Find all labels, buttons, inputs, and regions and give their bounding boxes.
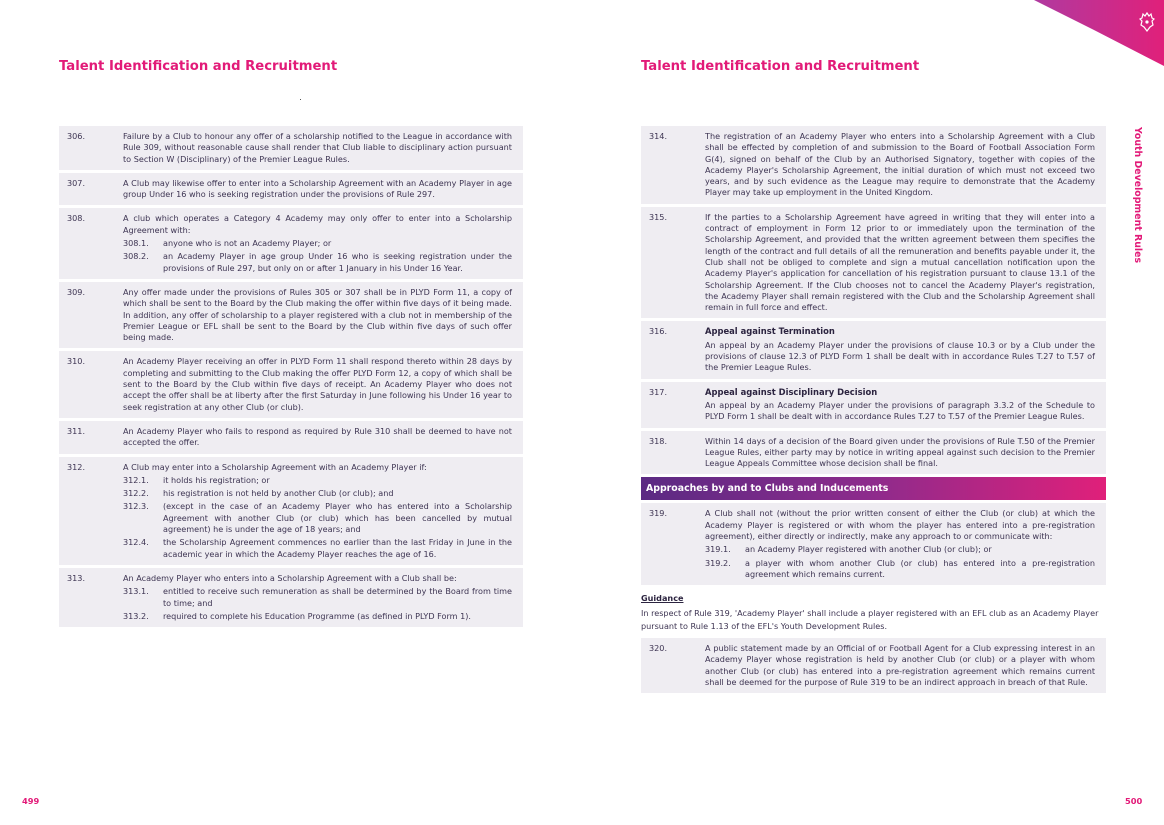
- rule-heading: Appeal against Disciplinary Decision: [705, 386, 878, 397]
- page-number-left: 499: [22, 796, 40, 806]
- rule-text: Failure by a Club to honour any offer of a scholarship notified to the League in accordance with Rule 309, without reasonable cause shall render that Club liable to disciplinary action pursuant to Section W (Disciplinary) of the Premier League Rules.: [123, 131, 512, 164]
- subrule-text: (except in the case of an Academy Player who has entered into a Scholarship Agreement with another Club (or club) which has been cancelled by mutual agreement) he is under the age of 18 years; and: [163, 501, 512, 535]
- rule-content: [123, 462, 512, 560]
- rule-text: A Club may likewise offer to enter into a Scholarship Agreement with an Academy Player in age group Under 16 who is seeking registration under the provisions of Rule 297.: [123, 177, 512, 200]
- subrule-312-1: [123, 475, 512, 486]
- rule-number: 312.: [67, 461, 86, 472]
- rule-number: 316.: [649, 326, 668, 337]
- rule-text: An Academy Player receiving an offer in PLYD Form 11 shall respond thereto within 28 days by completing and submitting to the Club making the offer PLYD Form 12, a copy of which shall be sent to the Board by the Club within five days of receipt. An Academy Player who does not accept the offer shall be at liberty after the first Saturday in June following his Under 16 year to seek registration at any other Club (or club).: [123, 356, 512, 412]
- rule-number: 308.: [67, 213, 86, 224]
- rule-number: 319.: [649, 508, 668, 519]
- corner-brand-ribbon: [1014, 0, 1164, 66]
- rule-text: Within 14 days of a decision of the Board given under the provisions of Rule T.50 of the Premier League Rules, either party may by notice in writing appeal against such decision to the Premier League Appeals Committee whose decision shall be final.: [705, 435, 1095, 469]
- rule-text: An Academy Player who enters into a Scholarship Agreement with a Club shall be:: [123, 572, 457, 583]
- rule-content: [123, 573, 512, 622]
- subrule-text: a player with whom another Club (or club) has entered into a pre-registration agreement which remains current.: [745, 557, 1095, 579]
- subrule-number: 312.1.: [123, 474, 149, 485]
- rule-text: A club which operates a Category 4 Academy may only offer to enter into a Scholarship Agreement with:: [123, 213, 512, 235]
- rule-content: [705, 326, 1095, 373]
- guidance-title: Guidance: [641, 593, 684, 604]
- rule-text: An appeal by an Academy Player under the provisions of paragraph 3.3.2 of the Schedule to PLYD Form 1 shall be dealt with in accordance Rules T.27 to T.57 of the Premier League Rules.: [705, 399, 1095, 422]
- section-heading-bar: Approaches by and to Clubs and Inducements: [641, 477, 1106, 500]
- guidance-text: In respect of Rule 319, 'Academy Player' shall include a player registered with an EFL club as an Academy Player pursuant to Rule 1.13 of the EFL's Youth Development Rules.: [641, 608, 1099, 631]
- rule-314: [641, 126, 1106, 204]
- subrule-number: 308.2.: [123, 251, 149, 262]
- rule-number: 311.: [67, 425, 86, 436]
- rule-315: [641, 207, 1106, 319]
- stray-dot: [300, 99, 301, 100]
- subrule-312-4: [123, 537, 512, 560]
- rule-317: [641, 382, 1106, 428]
- subrule-312-3: [123, 501, 512, 535]
- rule-text: A Club shall not (without the prior written consent of either the Club (or club) at which the Academy Player is registered or with whom the player has entered into a pre-registration agreement), either directly or indirectly, make any approach to or communicate with:: [705, 508, 1095, 542]
- subrule-313-1: [123, 586, 512, 609]
- subrule-text: anyone who is not an Academy Player; or: [163, 238, 332, 249]
- subrule-319-1: [705, 544, 1095, 555]
- rule-number: 306.: [67, 131, 86, 141]
- subrule-text: his registration is not held by another Club (or club); and: [163, 488, 394, 499]
- rule-number: 318.: [649, 435, 668, 446]
- rule-312: [59, 457, 523, 565]
- rule-316: [641, 321, 1106, 378]
- rule-309: [59, 282, 523, 348]
- subrule-number: 319.1.: [705, 544, 731, 555]
- rule-319: [641, 503, 1106, 585]
- rule-318: [641, 431, 1106, 475]
- rule-text: If the parties to a Scholarship Agreement have agreed in writing that they will enter into a contract of employment in Form 12 prior to or immediately upon the termination of the Scholarship Agreement, and provided that the written agreement between them specifies the length of the contract and full details of all the remuneration and benefits payable under it, the Club shall not be obliged to complete and sign a mutual cancellation notification upon the Academy Player's application for cancellation of his registration pursuant to clause 13.1 of the Scholarship Agreement. If the Club chooses not to cancel the Academy Player's registration, the Academy Player shall remain registered with the Club and the Scholarship Agreement shall remain in full force and effect.: [705, 211, 1095, 313]
- subrule-number: 312.2.: [123, 488, 149, 499]
- subrule-number: 312.4.: [123, 537, 149, 548]
- rule-number: 320.: [649, 643, 668, 654]
- subrule-text: the Scholarship Agreement commences no earlier than the last Friday in June in the academic year in which the Academy Player reaches the age of 16.: [163, 537, 512, 559]
- subrule-number: 313.2.: [123, 610, 149, 621]
- page-number-right: 500: [1125, 796, 1143, 806]
- rule-320: [641, 638, 1106, 693]
- rule-text: A Club may enter into a Scholarship Agreement with an Academy Player if:: [123, 461, 427, 472]
- rule-number: 317.: [649, 386, 668, 397]
- rule-text: A public statement made by an Official of or Football Agent for a Club expressing interest in an Academy Player whose registration is held by another Club (or club) or a player with whom another Club (or club) has entered into a pre-registration agreement which remains current shall be deemed for the purpose of Rule 319 to be an indirect approach in breach of that Rule.: [705, 643, 1095, 687]
- subrule-text: an Academy Player in age group Under 16 who is seeking registration under the provisions of Rule 297, but only on or after 1 January in his Under 16 Year.: [163, 251, 512, 273]
- subrule-number: 319.2.: [705, 557, 731, 568]
- subrule-text: required to complete his Education Programme (as defined in PLYD Form 1).: [163, 610, 471, 621]
- rule-307: [59, 173, 523, 206]
- page-title-left: Talent Identification and Recruitment: [59, 59, 338, 74]
- subrule-text: an Academy Player registered with another Club (or club); or: [745, 544, 992, 555]
- subrule-308-2: [123, 251, 512, 274]
- rule-311: [59, 421, 523, 454]
- rule-313: [59, 568, 523, 627]
- subrule-313-2: [123, 611, 512, 622]
- rule-number: 310.: [67, 356, 86, 367]
- rule-content: [705, 387, 1095, 423]
- subrule-308-1: [123, 238, 512, 249]
- subrule-number: 308.1.: [123, 238, 149, 249]
- page-title-right: Talent Identification and Recruitment: [641, 59, 920, 74]
- subrule-text: it holds his registration; or: [163, 474, 270, 485]
- rule-306: [59, 126, 523, 170]
- rule-text: An appeal by an Academy Player under the provisions of clause 10.3 or by a Club under the provisions of clause 12.3 of PLYD Form 1 shall be dealt with in accordance Rules T.27 to T.57 of the Premier League Rules.: [705, 339, 1095, 373]
- subrule-number: 313.1.: [123, 586, 149, 597]
- subrule-text: entitled to receive such remuneration as shall be determined by the Board from time to time; and: [163, 586, 512, 608]
- rule-text: An Academy Player who fails to respond as required by Rule 310 shall be deemed to have not accepted the offer.: [123, 425, 512, 448]
- rule-number: 307.: [67, 177, 86, 188]
- rule-content: [705, 508, 1095, 580]
- rule-number: 309.: [67, 286, 86, 297]
- subrule-number: 312.3.: [123, 501, 149, 512]
- rule-content: [123, 213, 512, 273]
- subrule-312-2: [123, 488, 512, 499]
- rule-number: 314.: [649, 131, 668, 141]
- right-rules-column: [641, 126, 1106, 696]
- rule-310: [59, 351, 523, 417]
- rule-text: Any offer made under the provisions of Rules 305 or 307 shall be in PLYD Form 11, a copy of which shall be sent to the Board by the Club making the offer within five days of it being made. In addition, any offer of scholarship to a player registered with a club not in membership of the Premier League or EFL shall be sent to the Board by the Club within five days of such offer being made.: [123, 286, 512, 343]
- rule-number: 315.: [649, 211, 668, 222]
- left-rules-column: [59, 126, 523, 630]
- rule-308: [59, 208, 523, 278]
- rule-text: The registration of an Academy Player who enters into a Scholarship Agreement with a Club shall be effected by completion of and submission to the Board of Football Association Form G(4), signed on behalf of the Club by an Authorised Signatory, together with copies of the Academy Player's Scholarship Agreement, the initial duration of which must not exceed two years, and by such evidence as the League may require to demonstrate that the Academy Player may take up employment in the United Kingdom.: [705, 131, 1095, 198]
- rule-heading: Appeal against Termination: [705, 326, 835, 337]
- section-side-label: Youth Development Rules: [1132, 127, 1143, 264]
- subrule-319-2: [705, 558, 1095, 581]
- rule-number: 313.: [67, 572, 86, 583]
